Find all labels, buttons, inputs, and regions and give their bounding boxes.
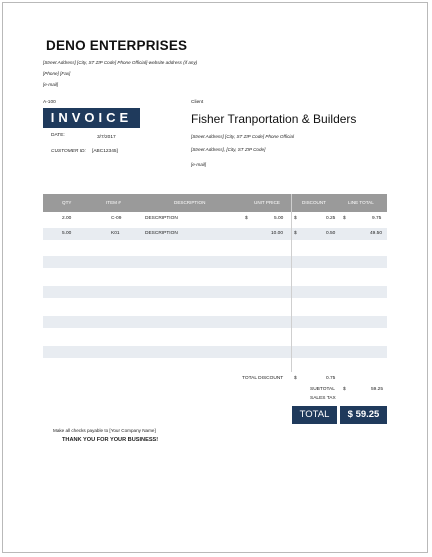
date-label: DATE: [51,133,65,138]
header-discount: DISCOUNT [302,200,326,205]
sales-tax-label: SALES TAX [310,396,336,401]
header-item: ITEM # [106,200,121,205]
cell-unit-price: 5.00 [274,216,284,221]
empty-row [43,256,387,268]
company-phone-fax: [Phone] [Fax] [43,71,71,76]
subtotal-value: 59.25 [371,387,384,392]
cell-unit-price: 10.00 [271,231,284,236]
cell-description: DESCRIPTION [145,231,178,236]
cell-qty: 5.00 [62,231,72,236]
client-address-1: [Street Address] [City, ST ZIP Code] Phone Official [191,134,294,139]
cell-line-total: 9.75 [372,216,382,221]
invoice-number: A-100 [43,100,56,105]
date-value: 3/7/2017 [97,135,116,140]
cell-discount: 0.25 [326,216,336,221]
table-row [43,213,387,225]
header-unit-price: UNIT PRICE [254,200,280,205]
subtotal-label: SUBTOTAL [310,387,335,392]
column-divider [291,194,292,372]
client-address-2: [Street Address], [City, ST ZIP Code] [191,147,266,152]
empty-row [43,346,387,358]
cell-discount-currency: $ [294,216,297,221]
header-qty: QTY [62,200,72,205]
customer-id-value: [ABC12345] [92,149,118,154]
cell-line-total: 49.50 [370,231,383,236]
cell-item: K01 [111,231,120,236]
company-email: [e-mail] [43,82,59,87]
client-name: Fisher Tranportation & Builders [191,112,357,126]
cell-qty: 2.00 [62,216,72,221]
cell-discount: 0.50 [326,231,336,236]
table-header [43,194,387,212]
table-row [43,228,387,240]
header-description: DESCRIPTION [174,200,206,205]
cell-description: DESCRIPTION [145,216,178,221]
company-address: [Street Address] [City, ST ZIP Code] Phone Official]-website address (if any) [43,60,198,65]
total-discount-value: 0.75 [326,376,336,381]
total-discount-label: TOTAL DISCOUNT [242,376,284,381]
total-discount-currency: $ [294,376,297,381]
total-value: $ 59.25 [340,406,387,424]
customer-id-label: CUSTOMER ID: [51,149,86,154]
invoice-title: INVOICE [43,108,140,128]
company-name: DENO ENTERPRISES [46,38,188,53]
cell-price-currency: $ [245,216,248,221]
cell-item: C-09 [111,216,122,221]
thank-you-note: THANK YOU FOR YOUR BUSINESS! [62,437,159,443]
client-label: Client [191,100,204,105]
empty-row [43,316,387,328]
subtotal-currency: $ [343,387,346,392]
invoice-page [2,2,428,553]
empty-row [43,286,387,298]
header-line-total: LINE TOTAL [348,200,374,205]
cell-total-currency: $ [343,216,346,221]
total-label: TOTAL [292,406,337,424]
client-email: [e-mail] [191,162,207,167]
checks-note: Make all checks payable to [Your Company Name] [53,428,156,433]
cell-discount-currency: $ [294,231,297,236]
